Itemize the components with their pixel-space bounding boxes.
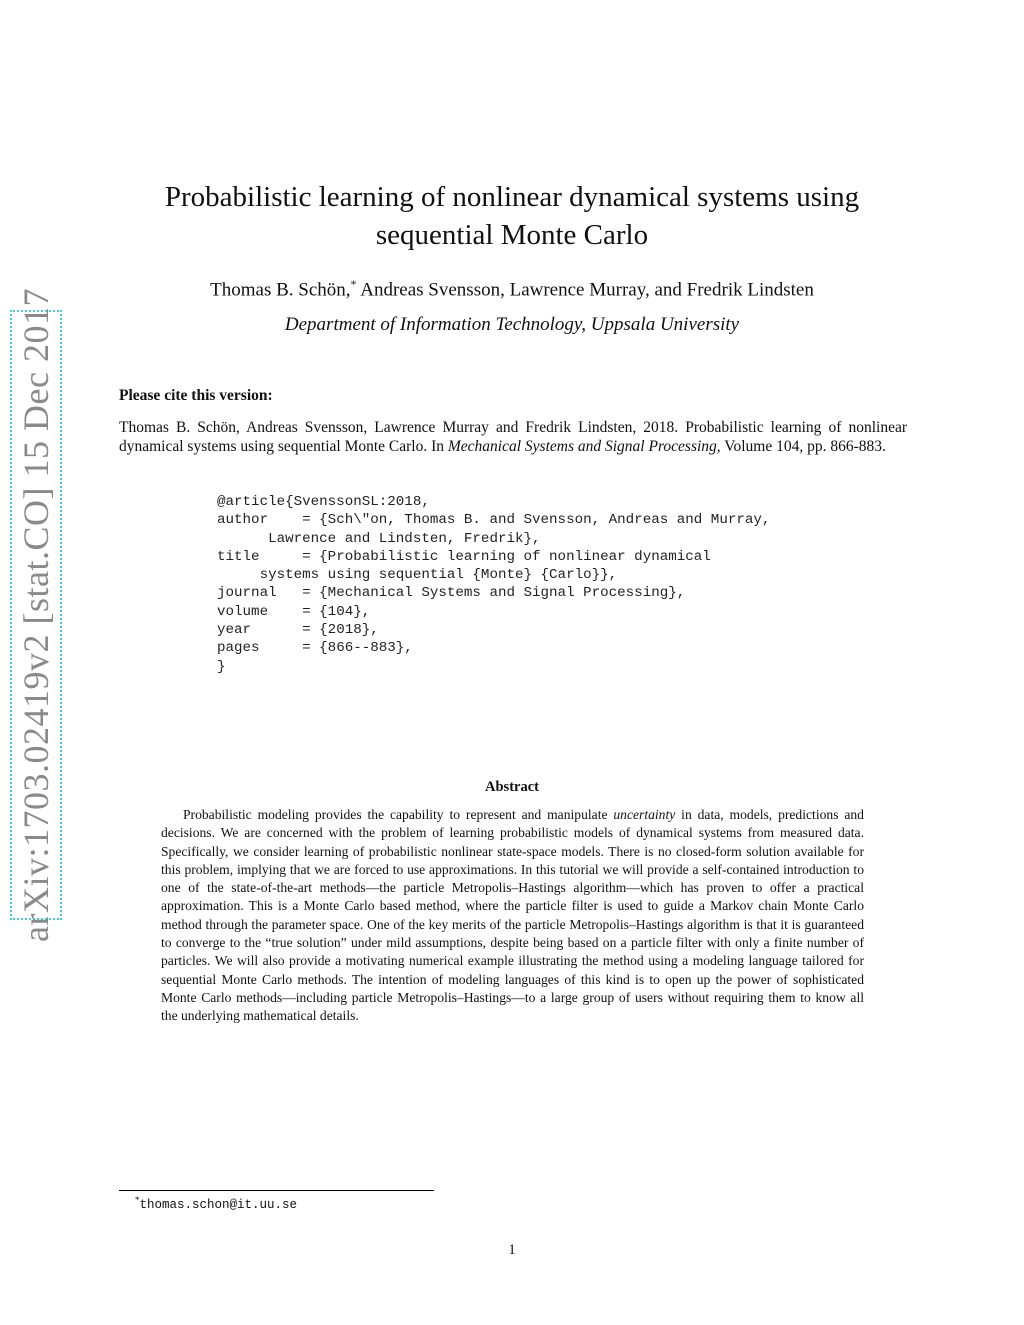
bibtex-line: author = {Sch\"on, Thomas B. and Svensson, Andreas and Murray,: [217, 512, 771, 529]
footnote-mark: *: [135, 1195, 140, 1205]
footnote: [135, 1195, 297, 1212]
bibtex-line: systems using sequential {Monte} {Carlo}},: [217, 567, 618, 584]
abstract-text-start: Probabilistic modeling provides the capability to represent and manipulate: [183, 807, 614, 822]
author-list: [120, 272, 904, 302]
bibtex-line: year = {2018},: [217, 622, 379, 639]
page-number: 1: [508, 1242, 516, 1258]
abstract-text-rest: in data, models, predictions and decisions. We are concerned with the problem of learning probabilistic models of dynamical systems from measured data. Specifically, we consider learning of probabilistic nonlinear state-space models. There is no closed-form solution available for this problem, implying that we are forced to use approximations. In this tutorial we will provide a self-contained introduction to one of the state-of-the-art methods—the particle Metropolis–Hastings algorithm—which has proven to offer a practical approximation. This is a Monte Carlo based method, where the particle filter is used to guide a Markov chain Monte Carlo method through the parameter space. One of the key merits of the particle Metropolis–Hastings algorithm is that it is guaranteed to converge to the “true solution” under mild assumptions, despite being based on a particle filter with only a finite number of particles. We will also provide a motivating numerical example illustrating the method using a modeling language tailored for sequential Monte Carlo methods. The intention of modeling languages of this kind is to open up the power of sophisticated Monte Carlo methods—including particle Metropolis–Hastings—to a large group of users without requiring them to know all the underlying mathematical details.: [161, 807, 864, 1024]
citation-journal: Mechanical Systems and Signal Processing: [447, 438, 717, 455]
citation-text-start: Thomas B. Schön, Andreas Svensson, Lawrence Murray and Fredrik Lindsten, 2018. Probabilistic learning of nonlinear dynamical systems using sequential Monte Carlo. In: [119, 419, 907, 455]
paper-title: Probabilistic learning of nonlinear dynamical systems using sequential Monte Carlo: [164, 181, 860, 251]
footnote-email[interactable]: thomas.schon@it.uu.se: [139, 1198, 298, 1213]
citation-text: [119, 418, 907, 456]
first-author: Thomas B. Schön,: [210, 279, 351, 301]
other-authors: Andreas Svensson, Lawrence Murray, and Fredrik Lindsten: [356, 279, 814, 301]
abstract-emphasis: uncertainty: [613, 807, 676, 822]
bibtex-entry: [217, 493, 770, 676]
bibtex-line: @article{SvenssonSL:2018,: [217, 494, 430, 510]
bibtex-line: volume = {104},: [217, 603, 371, 620]
affiliation: Department of Information Technology, Uppsala University: [284, 314, 740, 335]
footnote-mark-author[interactable]: *: [350, 277, 357, 291]
bibtex-line: journal = {Mechanical Systems and Signal Processing},: [217, 585, 686, 602]
abstract-heading: Abstract: [485, 779, 539, 795]
bibtex-line: }: [217, 658, 226, 675]
bibtex-line: Lawrence and Lindsten, Fredrik},: [217, 530, 541, 547]
citation-text-end: , Volume 104, pp. 866-883.: [716, 438, 886, 455]
footnote-divider: [119, 1190, 434, 1191]
citation-heading: Please cite this version:: [119, 387, 273, 404]
arxiv-stamp: [10, 288, 62, 942]
abstract-body: [161, 806, 864, 1026]
bibtex-line: pages = {866--883},: [217, 640, 413, 657]
bibtex-line: title = {Probabilistic learning of nonlinear dynamical: [217, 548, 711, 565]
arxiv-stamp-text: arXiv:1703.02419v2 [stat.CO] 15 Dec 2017: [16, 288, 56, 942]
